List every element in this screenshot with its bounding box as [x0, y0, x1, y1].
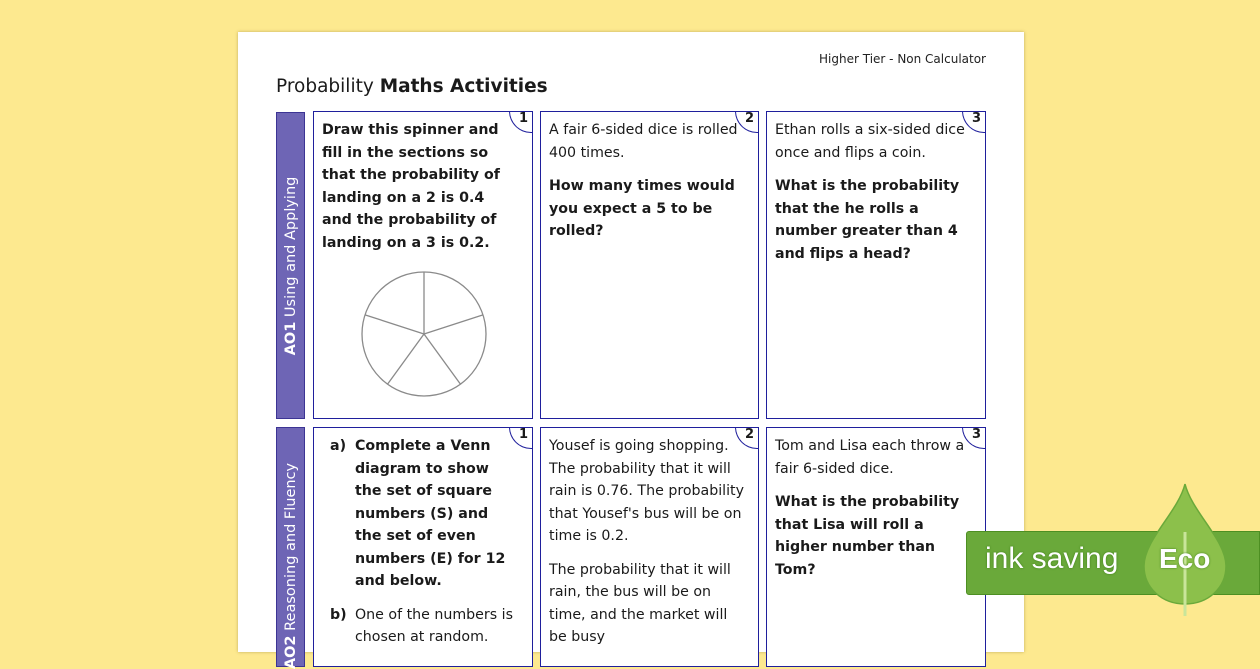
question-number: 1	[518, 111, 528, 126]
spinner-diagram	[360, 270, 488, 398]
spinner-divider	[388, 334, 424, 384]
sub-question-text: Complete a Venn diagram to show the set of square numbers (S) and the set of even numbers (E) for 12 and below.	[355, 438, 506, 589]
question-number: 3	[971, 427, 981, 442]
section-label	[283, 176, 299, 355]
spinner-divider	[424, 334, 460, 384]
section-title: Using and Applying	[282, 176, 299, 317]
page-title	[276, 76, 548, 97]
sub-question-label: b)	[330, 606, 347, 623]
question-text	[775, 119, 971, 276]
question-context: Ethan rolls a six-sided dice once and flips a coin.	[775, 122, 965, 161]
question-text	[322, 119, 518, 265]
section-strip-ao2	[276, 427, 305, 667]
question-number: 2	[744, 427, 754, 442]
question-card	[540, 111, 759, 419]
question-text	[330, 435, 518, 660]
question-context: The probability that it will rain, the bus will be on time, and the market will be busy	[549, 561, 731, 645]
question-text	[775, 435, 971, 592]
ink-saving-label: ink saving	[985, 542, 1119, 575]
worksheet-page	[238, 32, 1024, 669]
question-context: A fair 6-sided dice is rolled 400 times.	[549, 122, 738, 161]
tier-label: Higher Tier - Non Calculator	[819, 52, 986, 66]
question-card	[313, 111, 533, 419]
question-text	[549, 435, 744, 660]
question-prompt: How many times would you expect a 5 to be rolled?	[549, 178, 735, 239]
question-card	[540, 427, 759, 667]
sub-question-text: One of the numbers is chosen at random.	[355, 606, 513, 645]
question-prompt: Draw this spinner and fill in the sections so that the probability of landing on a 2 is 0.4 and the probability of landing on a 3 is 0.2.	[322, 122, 500, 251]
section-code: AO2	[282, 635, 299, 669]
question-text	[549, 119, 744, 254]
spinner-divider	[365, 315, 424, 334]
question-card	[766, 111, 986, 419]
section-title: Reasoning and Fluency	[282, 462, 299, 631]
question-context: Yousef is going shopping. The probability that it will rain is 0.76. The probability that Yousef's bus will be on time is 0.2.	[549, 438, 745, 544]
section-strip-ao1	[276, 112, 305, 419]
title-regular: Probability	[276, 76, 374, 97]
sub-question-b	[330, 604, 518, 649]
question-number: 1	[518, 427, 528, 442]
question-number: 3	[971, 111, 981, 126]
section-code: AO1	[282, 321, 299, 355]
sub-question-label: a)	[330, 438, 347, 454]
question-card	[313, 427, 533, 667]
question-context: Tom and Lisa each throw a fair 6-sided dice.	[775, 438, 965, 477]
spinner-divider	[424, 315, 483, 334]
eco-label: Eco	[1159, 543, 1211, 574]
question-number: 2	[744, 111, 754, 126]
question-card	[766, 427, 986, 667]
sub-question-a	[330, 435, 518, 593]
section-label	[283, 463, 299, 669]
question-prompt: What is the probability that Lisa will roll a higher number than Tom?	[775, 494, 960, 578]
question-prompt: What is the probability that the he rolls a number greater than 4 and flips a head?	[775, 178, 960, 262]
title-bold: Maths Activities	[379, 76, 548, 97]
